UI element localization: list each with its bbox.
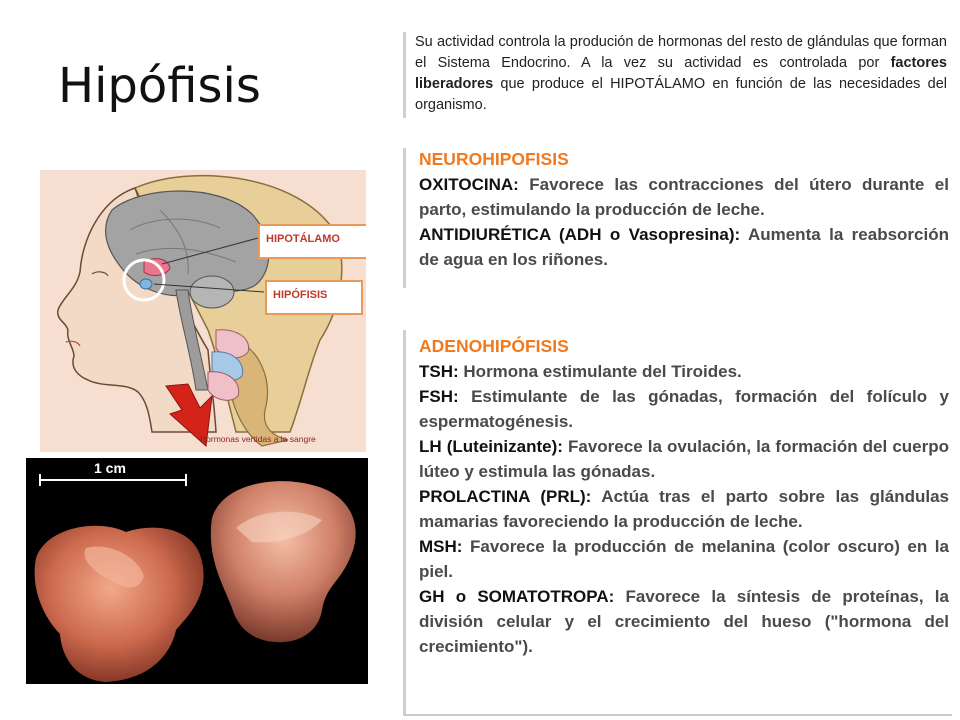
- neurohypophysis-heading: NEUROHIPOFISIS: [419, 149, 569, 169]
- hormone-item-prolactin: [419, 484, 949, 534]
- hormone-term: LH (Luteinizante):: [419, 437, 563, 456]
- specimen-drawing: [26, 458, 368, 684]
- hormone-description: Favorece las contracciones del útero durante el parto, estimulando la producción de leche.: [419, 175, 949, 219]
- hormone-description: Actúa tras el parto sobre las glándulas mamarias favoreciendo la producción de leche.: [419, 487, 950, 531]
- illustration-caption: Hormonas vertidas a la sangre: [200, 434, 316, 444]
- hormone-term: OXITOCINA:: [419, 175, 519, 194]
- intro-left-rule: [403, 32, 406, 118]
- hormone-item-lh: [419, 434, 949, 484]
- intro-text-end: que produce el HIPOTÁLAMO en función de las necesidades del organismo.: [415, 76, 947, 113]
- hormone-item-fsh: [419, 384, 949, 434]
- intro-text-bold: factores liberadores: [415, 55, 947, 92]
- hormone-description: Hormona estimulante del Tiroides.: [463, 362, 742, 381]
- adenohypophysis-heading: ADENOHIPÓFISIS: [419, 336, 569, 356]
- hormone-term: FSH:: [419, 387, 459, 406]
- hormone-description: Estimulante de las gónadas, formación del folículo y espermatogénesis.: [419, 387, 949, 431]
- hormone-item-oxytocin: [419, 172, 949, 222]
- adenohypophysis-section: [419, 334, 949, 659]
- pituitary-specimen-photo: [26, 458, 368, 684]
- hormone-term: ANTIDIURÉTICA (ADH o Vasopresina):: [419, 225, 741, 244]
- adeno-left-rule: [403, 330, 406, 714]
- callout-pituitary: HIPÓFISIS: [265, 280, 363, 315]
- hormone-item-adh: [419, 222, 949, 272]
- neurohypophysis-section: [419, 147, 949, 272]
- hormone-description: Aumenta la reabsorción de agua en los riñones.: [419, 225, 949, 269]
- hormone-item-gh: [419, 584, 949, 659]
- hormone-item-msh: [419, 534, 949, 584]
- bottom-rule: [403, 714, 952, 716]
- neuro-left-rule: [403, 148, 406, 288]
- slide-title: Hipófisis: [58, 58, 261, 114]
- callout-hypothalamus: HIPOTÁLAMO: [258, 224, 366, 259]
- scale-bar-label: 1 cm: [94, 460, 126, 476]
- hormone-term: PROLACTINA (PRL):: [419, 487, 592, 506]
- hormone-text-panel: [403, 30, 952, 718]
- hormone-description: Favorece la producción de melanina (color oscuro) en la piel.: [419, 537, 949, 581]
- intro-text-start: Su actividad controla la produción de hormonas del resto de glándulas que forman el Sistema Endocrino. A la vez su actividad es controlada por: [415, 34, 947, 71]
- hormone-term: GH o SOMATOTROPA:: [419, 587, 615, 606]
- head-anatomy-illustration: [40, 170, 366, 452]
- hormone-item-tsh: [419, 359, 949, 384]
- hormone-description: Favorece la síntesis de proteínas, la división celular y el crecimiento del hueso ("hormona del crecimiento").: [419, 587, 949, 656]
- hormone-description: Favorece la ovulación, la formación del cuerpo lúteo y estimula las gónadas.: [419, 437, 949, 481]
- hormone-term: TSH:: [419, 362, 459, 381]
- intro-paragraph: [415, 32, 947, 116]
- hormone-term: MSH:: [419, 537, 463, 556]
